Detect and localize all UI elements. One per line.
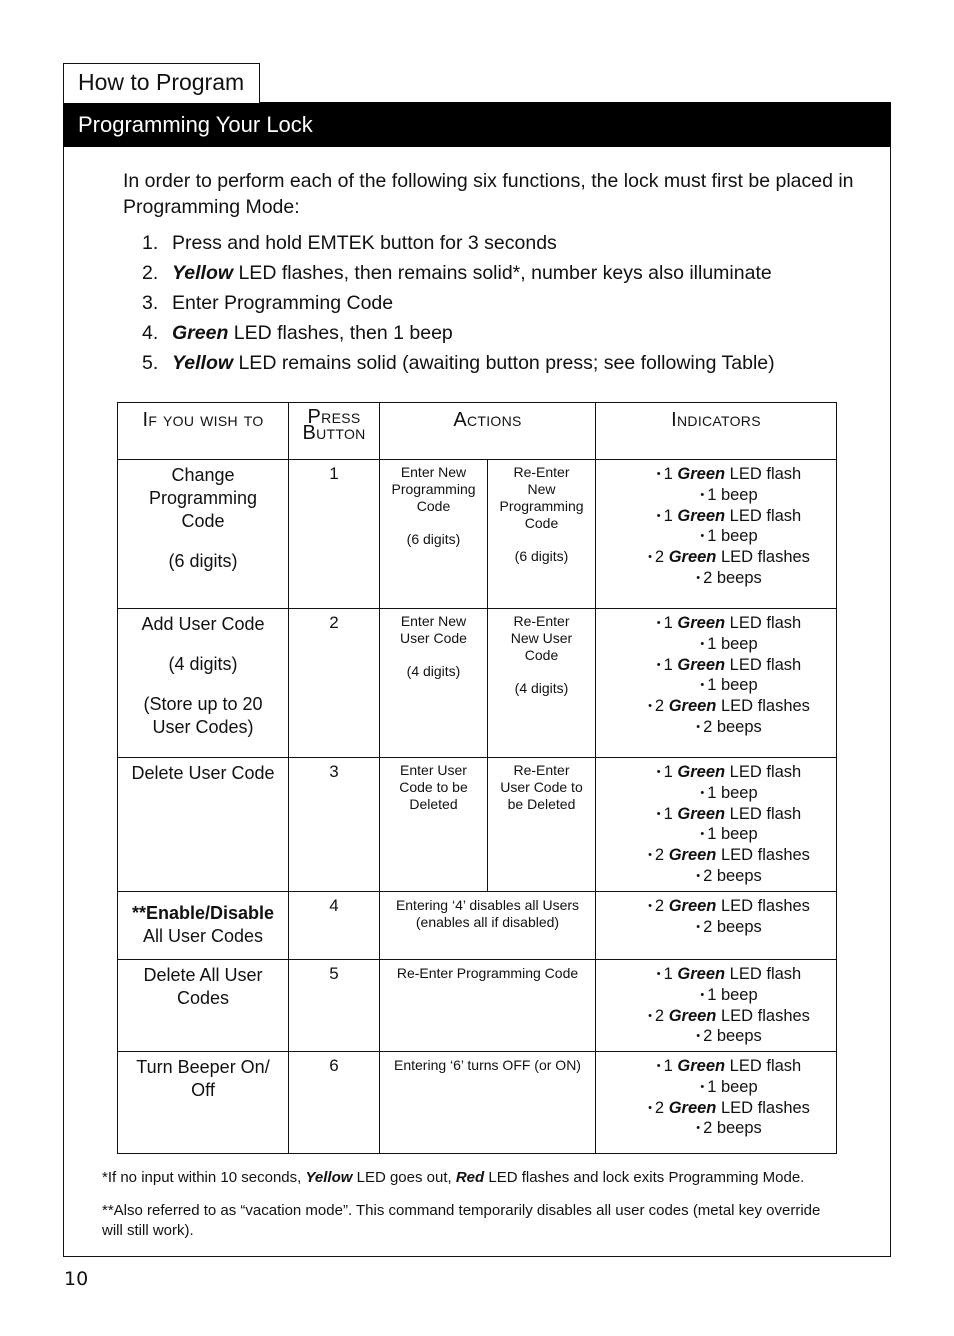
section-tab [63,63,260,103]
indicators-cell [596,758,837,892]
action-cell: Re-Enter User Code to be Deleted [488,758,596,892]
page-number: 10 [64,1268,89,1290]
action-cell: Entering ‘6’ turns OFF (or ON) [380,1052,596,1154]
table-row [118,892,837,960]
header-press-button: Press Button [289,403,380,460]
button-number: 3 [289,758,380,892]
header-actions: Actions [380,403,596,460]
header-indicators: Indicators [596,403,837,460]
indicator-item: • 1 beep [700,1077,758,1096]
programming-table [117,402,837,1154]
table-row [118,960,837,1052]
indicator-item: • 1 Green LED flash [656,655,802,674]
section-tab-title: How to Program [78,69,245,95]
action-cell: Re-Enter New Programming Code (6 digits) [488,460,596,609]
step-item: 2. Yellow LED flashes, then remains solid*, number keys also illuminate [142,262,772,284]
action-cell: Enter User Code to be Deleted [380,758,488,892]
indicator-item: • 2 beeps [696,1027,762,1046]
wish-cell: Change Programming Code (6 digits) [118,460,289,609]
button-number: 4 [289,892,380,960]
wish-cell: Delete User Code [118,758,289,892]
step-item: 5. Yellow LED remains solid (awaiting button press; see following Table) [142,352,775,374]
button-number: 1 [289,460,380,609]
footnote-timeout: *If no input within 10 seconds, Yellow LED goes out, Red LED flashes and lock exits Programming Mode. [102,1169,805,1186]
step-item: 3. Enter Programming Code [142,292,394,314]
indicator-item: • 2 Green LED flashes [648,697,810,716]
indicator-item: • 1 beep [700,985,758,1004]
header-wish: If you wish to [118,403,289,460]
step-item: 4. Green LED flashes, then 1 beep [142,322,453,344]
steps-list [142,228,882,378]
indicator-item: • 1 Green LED flash [656,965,802,983]
action-cell: Re-Enter Programming Code [380,960,596,1052]
table-header-row [118,403,837,460]
action-cell: Enter New Programming Code (6 digits) [380,460,488,609]
indicators-cell [596,460,837,609]
intro-paragraph: In order to perform each of the following six functions, the lock must first be placed in Programming Mode: [123,170,854,218]
table-row [118,609,837,758]
indicators-cell [596,1052,837,1154]
section-banner [63,102,891,147]
button-number: 2 [289,609,380,758]
table-row [118,1052,837,1154]
button-number: 6 [289,1052,380,1154]
wish-cell: Delete All User Codes [118,960,289,1052]
indicator-item: • 2 beeps [696,568,762,587]
action-cell: Re-Enter New User Code (4 digits) [488,609,596,758]
indicator-item: • 1 beep [700,676,758,695]
action-cell: Enter New User Code (4 digits) [380,609,488,758]
indicator-item: • 2 Green LED flashes [648,1006,810,1025]
button-number: 5 [289,960,380,1052]
indicators-cell [596,892,837,960]
indicator-item: • 1 Green LED flash [656,614,802,632]
wish-cell: **Enable/Disable All User Codes [118,892,289,960]
table-row [118,758,837,892]
wish-cell: Add User Code (4 digits) (Store up to 20 User Codes) [118,609,289,758]
indicator-item: • 2 beeps [696,866,762,885]
indicator-item: • 1 beep [700,485,758,504]
indicator-item: • 1 Green LED flash [656,506,802,525]
indicator-item: • 2 beeps [696,717,762,736]
indicator-item: • 1 Green LED flash [656,1057,802,1075]
wish-cell: Turn Beeper On/ Off [118,1052,289,1154]
table-row [118,460,837,609]
indicator-item: • 2 beeps [696,917,762,936]
indicator-item: • 1 beep [700,634,758,653]
indicator-item: • 1 Green LED flash [656,465,802,483]
indicator-item: • 2 Green LED flashes [648,548,810,567]
indicator-item: • 1 beep [700,783,758,802]
action-cell: Entering ‘4’ disables all Users (enables all if disabled) [380,892,596,960]
indicator-item: • 1 Green LED flash [656,763,802,781]
indicator-item: • 1 Green LED flash [656,804,802,823]
step-item: 1. Press and hold EMTEK button for 3 seconds [142,232,557,254]
banner-title: Programming Your Lock [78,112,313,137]
indicator-item: • 1 beep [700,825,758,844]
indicator-item: • 2 Green LED flashes [648,1098,810,1117]
indicator-item: • 2 beeps [696,1119,762,1138]
indicators-cell [596,609,837,758]
indicators-cell [596,960,837,1052]
indicator-item: • 2 Green LED flashes [648,846,810,865]
footnote-vacation-mode: **Also referred to as “vacation mode”. This command temporarily disables all user codes (metal key override will still work). [102,1202,821,1239]
indicator-item: • 1 beep [700,527,758,546]
indicator-item: • 2 Green LED flashes [648,897,810,915]
